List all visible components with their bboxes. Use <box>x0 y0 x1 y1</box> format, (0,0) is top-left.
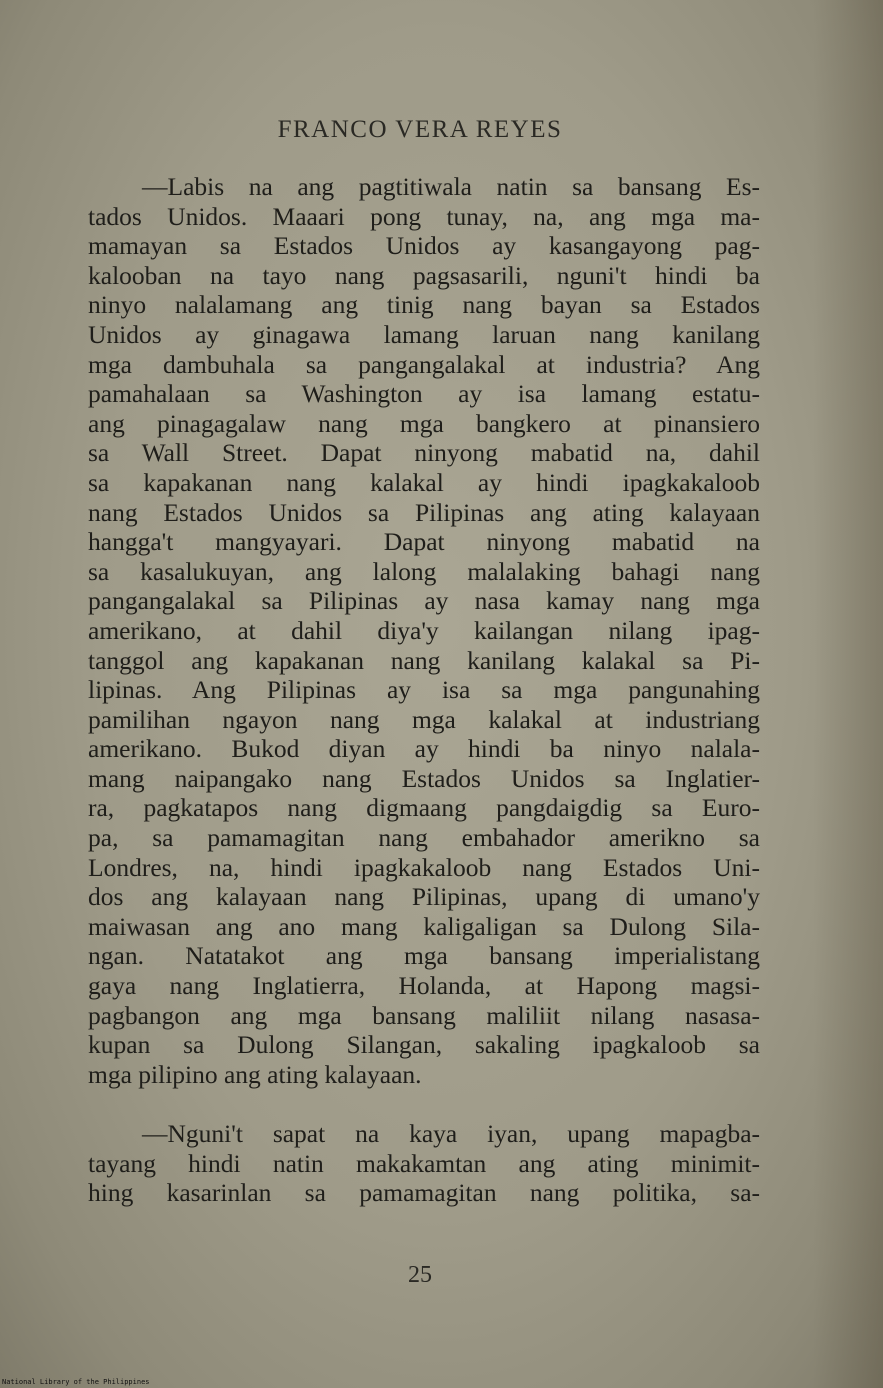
text-line: sa kasalukuyan, ang lalong malalaking bahagi nang <box>88 556 760 586</box>
page-number: 25 <box>408 1262 432 1288</box>
text-line: mga dambuhala sa pangangalakal at industria? Ang <box>88 349 760 379</box>
text-line: hing kasarinlan sa pamamagitan nang politika, sa- <box>88 1178 760 1208</box>
text-line: pangangalakal sa Pilipinas ay nasa kamay nang mga <box>88 586 760 616</box>
text-line: pagbangon ang mga bansang maliliit nilang nasasa- <box>88 1000 760 1030</box>
text-line: amerikano, at dahil diya'y kailangan nilang ipag- <box>88 615 760 645</box>
text-line: dos ang kalayaan nang Pilipinas, upang di umano'y <box>88 882 760 912</box>
text-line: kalooban na tayo nang pagsasarili, nguni't hindi ba <box>88 260 760 290</box>
text-line: lipinas. Ang Pilipinas ay isa sa mga pangunahing <box>88 675 760 705</box>
text-line: ra, pagkatapos nang digmaang pangdaigdig sa Euro- <box>88 793 760 823</box>
text-line: nang Estados Unidos sa Pilipinas ang ating kalayaan <box>88 497 760 527</box>
text-line: ninyo nalalamang ang tinig nang bayan sa Estados <box>88 290 760 320</box>
text-line: pamilihan ngayon nang mga kalakal at industriang <box>88 704 760 734</box>
text-line: ngan. Natatakot ang mga bansang imperialistang <box>88 941 760 971</box>
text-line: gaya nang Inglatierra, Holanda, at Hapong magsi- <box>88 971 760 1001</box>
text-line: ang pinagagalaw nang mga bangkero at pinansiero <box>88 408 760 438</box>
text-line: —Labis na ang pagtitiwala natin sa bansang Es- <box>142 172 760 201</box>
text-line: pamahalaan sa Washington ay isa lamang estatu- <box>88 379 760 409</box>
text-line: sa kapakanan nang kalakal ay hindi ipagkakaloob <box>88 467 760 497</box>
text-line: tayang hindi natin makakamtan ang ating minimit- <box>88 1148 760 1178</box>
text-line: hangga't mangyayari. Dapat ninyong mabatid na <box>88 527 760 557</box>
text-line: sa Wall Street. Dapat ninyong mabatid na, dahil <box>88 438 760 468</box>
text-line: tados Unidos. Maaari pong tunay, na, ang mga ma- <box>88 201 760 231</box>
text-line: —Nguni't sapat na kaya iyan, upang mapagba- <box>142 1119 760 1148</box>
text-line: maiwasan ang ano mang kaligaligan sa Dulong Sila- <box>88 911 760 941</box>
text-line: mamayan sa Estados Unidos ay kasangayong pag- <box>88 231 760 261</box>
body-text <box>88 172 760 1208</box>
text-line: Londres, na, hindi ipagkakaloob nang Estados Uni- <box>88 852 760 882</box>
text-line: tanggol ang kapakanan nang kanilang kalakal sa Pi- <box>88 645 760 675</box>
text-line: amerikano. Bukod diyan ay hindi ba ninyo nalala- <box>88 734 760 764</box>
paragraph-1 <box>88 172 760 1089</box>
library-credit: National Library of the Philippines <box>2 1378 150 1386</box>
text-line: Unidos ay ginagawa lamang laruan nang kanilang <box>88 319 760 349</box>
text-line: kupan sa Dulong Silangan, sakaling ipagkaloob sa <box>88 1030 760 1060</box>
text-line: mga pilipino ang ating kalayaan. <box>88 1059 422 1089</box>
text-line: mang naipangako nang Estados Unidos sa Inglatier- <box>88 763 760 793</box>
paragraph-2 <box>88 1119 760 1208</box>
text-line: pa, sa pamamagitan nang embahador amerikno sa <box>88 823 760 853</box>
running-head: FRANCO VERA REYES <box>277 116 563 143</box>
